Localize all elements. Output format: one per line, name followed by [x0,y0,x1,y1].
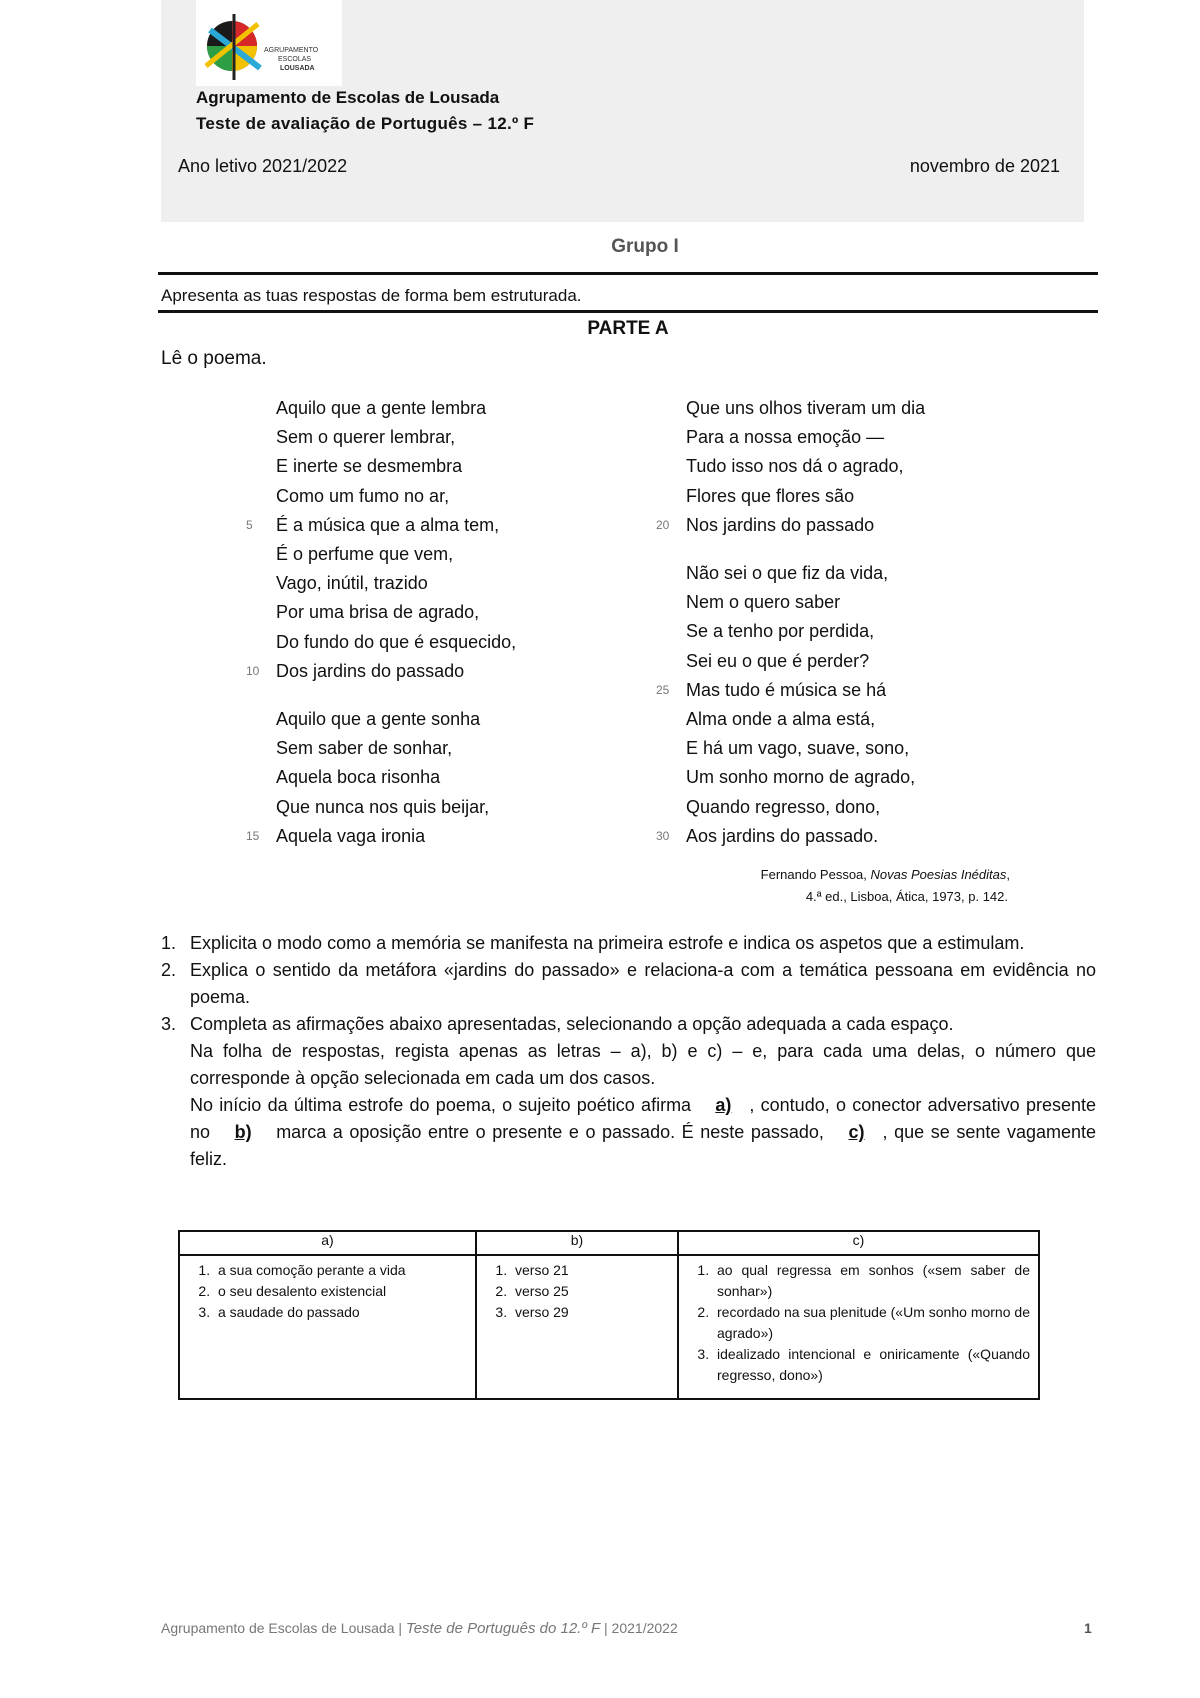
svg-text:LOUSADA: LOUSADA [280,65,315,72]
poem-line: Como um fumo no ar, [276,485,450,506]
poem-line: Alma onde a alma está, [686,709,876,730]
poem-line: Sem o querer lembrar, [276,427,456,448]
poem-line: É o perfume que vem, [276,544,454,565]
option-item: 2. recordado na sua plenitude («Um sonho morno de agrado») [713,1302,1030,1344]
line-number: 25 [656,682,670,697]
options-a [179,1255,476,1399]
line-number: 5 [246,517,253,532]
part-title: PARTE A [587,318,669,339]
option-item: 1. verso 21 [511,1260,669,1281]
stanza-gap [276,686,516,705]
poem-line: Não sei o que fiz da vida, [686,563,889,584]
option-item: 1. ao qual regressa em sonhos («sem saber de sonhar») [713,1260,1030,1302]
poem-line: Aquela boca risonha [276,767,441,788]
school-logo [196,0,342,86]
svg-text:AGRUPAMENTO: AGRUPAMENTO [264,47,319,54]
poem-line: 30 Aos jardins do passado. [686,822,925,851]
col-header-c: c) [678,1231,1039,1255]
line-number: 10 [246,663,260,678]
test-date: novembro de 2021 [909,156,1060,176]
col-header-b: b) [476,1231,678,1255]
poem-line: Tudo isso nos dá o agrado, [686,456,904,477]
poem-line: Quando regresso, dono, [686,796,881,817]
poem-right-column [656,394,926,851]
poem-citation: Fernando Pessoa, Novas Poesias Inéditas, 4.ª ed., Lisboa, Ática, 1973, p. 142. [760,867,1010,904]
poem-line: Para a nossa emoção — [686,427,885,448]
option-item: 2. verso 25 [511,1281,669,1302]
blank-a: a) [715,1095,732,1115]
poem-line: Sei eu o que é perder? [686,650,870,671]
poem-line: 5 É a música que a alma tem, [276,511,516,540]
col-header-a: a) [179,1231,476,1255]
test-title: Teste de avaliação de Português – 12.º F [196,114,535,133]
poem-line: Um sonho morno de agrado, [686,767,916,788]
poem-line: 20 Nos jardins do passado [686,511,925,540]
question-1: 1. Explicita o modo como a memória se manifesta na primeira estrofe e indica os aspetos que a estimulam. [161,933,1025,953]
poem-line: 25 Mas tudo é música se há [686,676,925,705]
read-prompt: Lê o poema. [161,348,267,369]
question-3: 3. Completa as afirmações abaixo apresentadas, selecionando a opção adequada a cada espaço. Na folha de respostas, regista apenas as letras – a), b) e c) – e, para cada uma delas, o número que corresponde à opção selecionada em cada um dos casos. No início da última estrofe do poema, o sujeito poético afirma a) , contudo, o conector adversativo presente no b) marca a oposição entre o presente e o passado. É neste passado, c) , que se sente vagamente feliz. [161,1014,1096,1169]
poem-line: Se a tenho por perdida, [686,621,875,642]
school-year: Ano letivo 2021/2022 [178,156,348,176]
school-name: Agrupamento de Escolas de Lousada [196,88,500,107]
option-item: 3. verso 29 [511,1302,669,1323]
poem-line: Que nunca nos quis beijar, [276,796,490,817]
group-title: Grupo I [611,236,679,257]
line-number: 15 [246,828,260,843]
blank-b: b) [234,1122,252,1142]
options-table [178,1230,1040,1400]
question-2: 2. Explica o sentido da metáfora «jardins do passado» e relaciona-a com a temática pessoana em evidência no poema. [161,960,1096,1007]
poem-line: 15 Aquela vaga ironia [276,822,516,851]
option-item: 2. o seu desalento existencial [214,1281,467,1302]
poem-line: Por uma brisa de agrado, [276,602,480,623]
poem-line: Vago, inútil, trazido [276,573,428,594]
line-number: 30 [656,828,670,843]
poem-left-column [246,394,517,851]
poem-line: Que uns olhos tiveram um dia [686,398,926,418]
option-item: 3. a saudade do passado [214,1302,467,1323]
line-number: 20 [656,517,670,532]
questions [161,930,1096,1173]
footer: Agrupamento de Escolas de Lousada | Teste de Português do 12.º F | 2021/2022 [161,1620,678,1637]
option-item: 3. idealizado intencional e oniricamente («Quando regresso, dono») [713,1344,1030,1386]
svg-text:ESCOLAS: ESCOLAS [278,56,312,63]
poem-line: E há um vago, suave, sono, [686,738,910,759]
poem-line: 10 Dos jardins do passado [276,657,516,686]
bottom-rule [158,310,1098,313]
poem-line: E inerte se desmembra [276,456,463,477]
poem-line: Flores que flores são [686,485,855,506]
options-b [476,1255,678,1399]
poem-line: Nem o quero saber [686,592,841,613]
options-c [678,1255,1039,1399]
page-number: 1 [1084,1620,1092,1636]
option-item: 1. a sua comoção perante a vida [214,1260,467,1281]
top-rule [158,272,1098,275]
citation-work: Novas Poesias Inéditas [870,867,1007,882]
stanza-gap [686,540,925,559]
poem-line: Sem saber de sonhar, [276,738,453,759]
poem-line: Do fundo do que é esquecido, [276,631,517,652]
blank-c: c) [848,1122,865,1142]
poem-line: Aquilo que a gente lembra [276,398,487,418]
poem-line: Aquilo que a gente sonha [276,709,481,730]
footer-title: Teste de Português do 12.º F [405,1620,601,1637]
instructions: Apresenta as tuas respostas de forma bem estruturada. [161,286,582,305]
